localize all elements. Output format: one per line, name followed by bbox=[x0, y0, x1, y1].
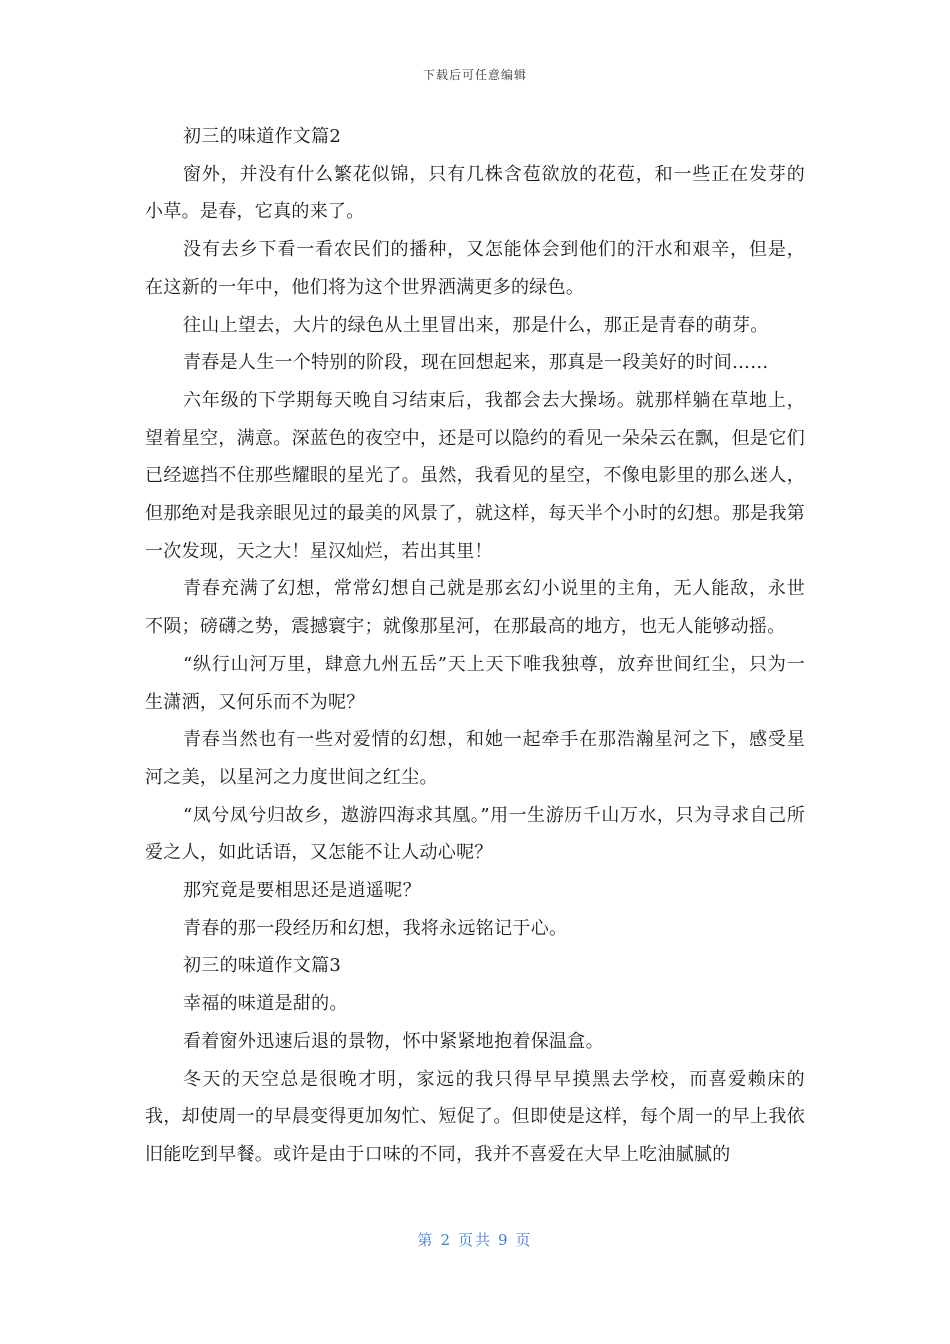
page-header: 下载后可任意编辑 bbox=[422, 68, 527, 82]
document-body bbox=[145, 118, 805, 1174]
paragraph: 青春的那一段经历和幻想，我将永远铭记于心。 bbox=[183, 917, 568, 939]
page-footer bbox=[0, 1229, 950, 1250]
footer-prefix: 第 bbox=[417, 1231, 435, 1249]
paragraph: “纵行山河万里，肆意九州五岳”天上天下唯我独尊，放弃世间红尘，只为一生潇洒，又何乐而不为呢？ bbox=[145, 653, 805, 713]
paragraph: 窗外，并没有什么繁花似锦，只有几株含苞欲放的花苞，和一些正在发芽的小草。是春，它真的来了。 bbox=[145, 163, 805, 223]
footer-suffix: 页 bbox=[515, 1231, 533, 1249]
paragraph: 初三的味道作文篇2 bbox=[183, 126, 342, 147]
current-page-number: 2 bbox=[440, 1231, 452, 1249]
paragraph: 幸福的味道是甜的。 bbox=[183, 993, 348, 1015]
paragraph: 初三的味道作文篇3 bbox=[183, 955, 342, 977]
paragraph: 那究竟是要相思还是逍遥呢？ bbox=[183, 880, 421, 902]
paragraph: 冬天的天空总是很晚才明，家远的我只得早早摸黑去学校，而喜爱赖床的我，却使周一的早晨变得更加匆忙、短促了。但即使是这样，每个周一的早上我依旧能吃到早餐。或许是由于口味的不同，我并不喜爱在大早上吃油腻腻的 bbox=[145, 1068, 805, 1165]
paragraph: 看着窗外迅速后退的景物，怀中紧紧地抱着保温盒。 bbox=[183, 1030, 604, 1052]
paragraph: 青春是人生一个特别的阶段，现在回想起来，那真是一段美好的时间…… bbox=[183, 352, 769, 374]
paragraph: 青春充满了幻想，常常幻想自己就是那玄幻小说里的主角，无人能敌，永世不陨；磅礴之势，震撼寰宇；就像那星河，在那最高的地方，也无人能够动摇。 bbox=[145, 578, 805, 638]
paragraph: “凤兮凤兮归故乡，遨游四海求其凰。”用一生游历千山万水，只为寻求自己所爱之人，如此话语，又怎能不让人动心呢？ bbox=[145, 804, 805, 864]
total-pages-number: 9 bbox=[498, 1231, 510, 1249]
paragraph: 没有去乡下看一看农民们的播种，又怎能体会到他们的汗水和艰辛，但是，在这新的一年中，他们将为这个世界洒满更多的绿色。 bbox=[145, 239, 805, 298]
footer-middle: 页共 bbox=[457, 1231, 492, 1249]
paragraph: 六年级的下学期每天晚自习结束后，我都会去大操场。就那样躺在草地上，望着星空，满意。深蓝色的夜空中，还是可以隐约的看见一朵朵云在飘，但是它们已经遮挡不住那些耀眼的星光了。虽然，我看见的星空，不像电影里的那么迷人，但那绝对是我亲眼见过的最美的风景了，就这样，每天半个小时的幻想。那是我第一次发现，天之大！星汉灿烂，若出其里！ bbox=[145, 389, 805, 562]
paragraph: 青春当然也有一些对爱情的幻想，和她一起牵手在那浩瀚星河之下，感受星河之美，以星河之力度世间之红尘。 bbox=[145, 729, 805, 788]
paragraph: 往山上望去，大片的绿色从土里冒出来，那是什么，那正是青春的萌芽。 bbox=[183, 314, 769, 336]
